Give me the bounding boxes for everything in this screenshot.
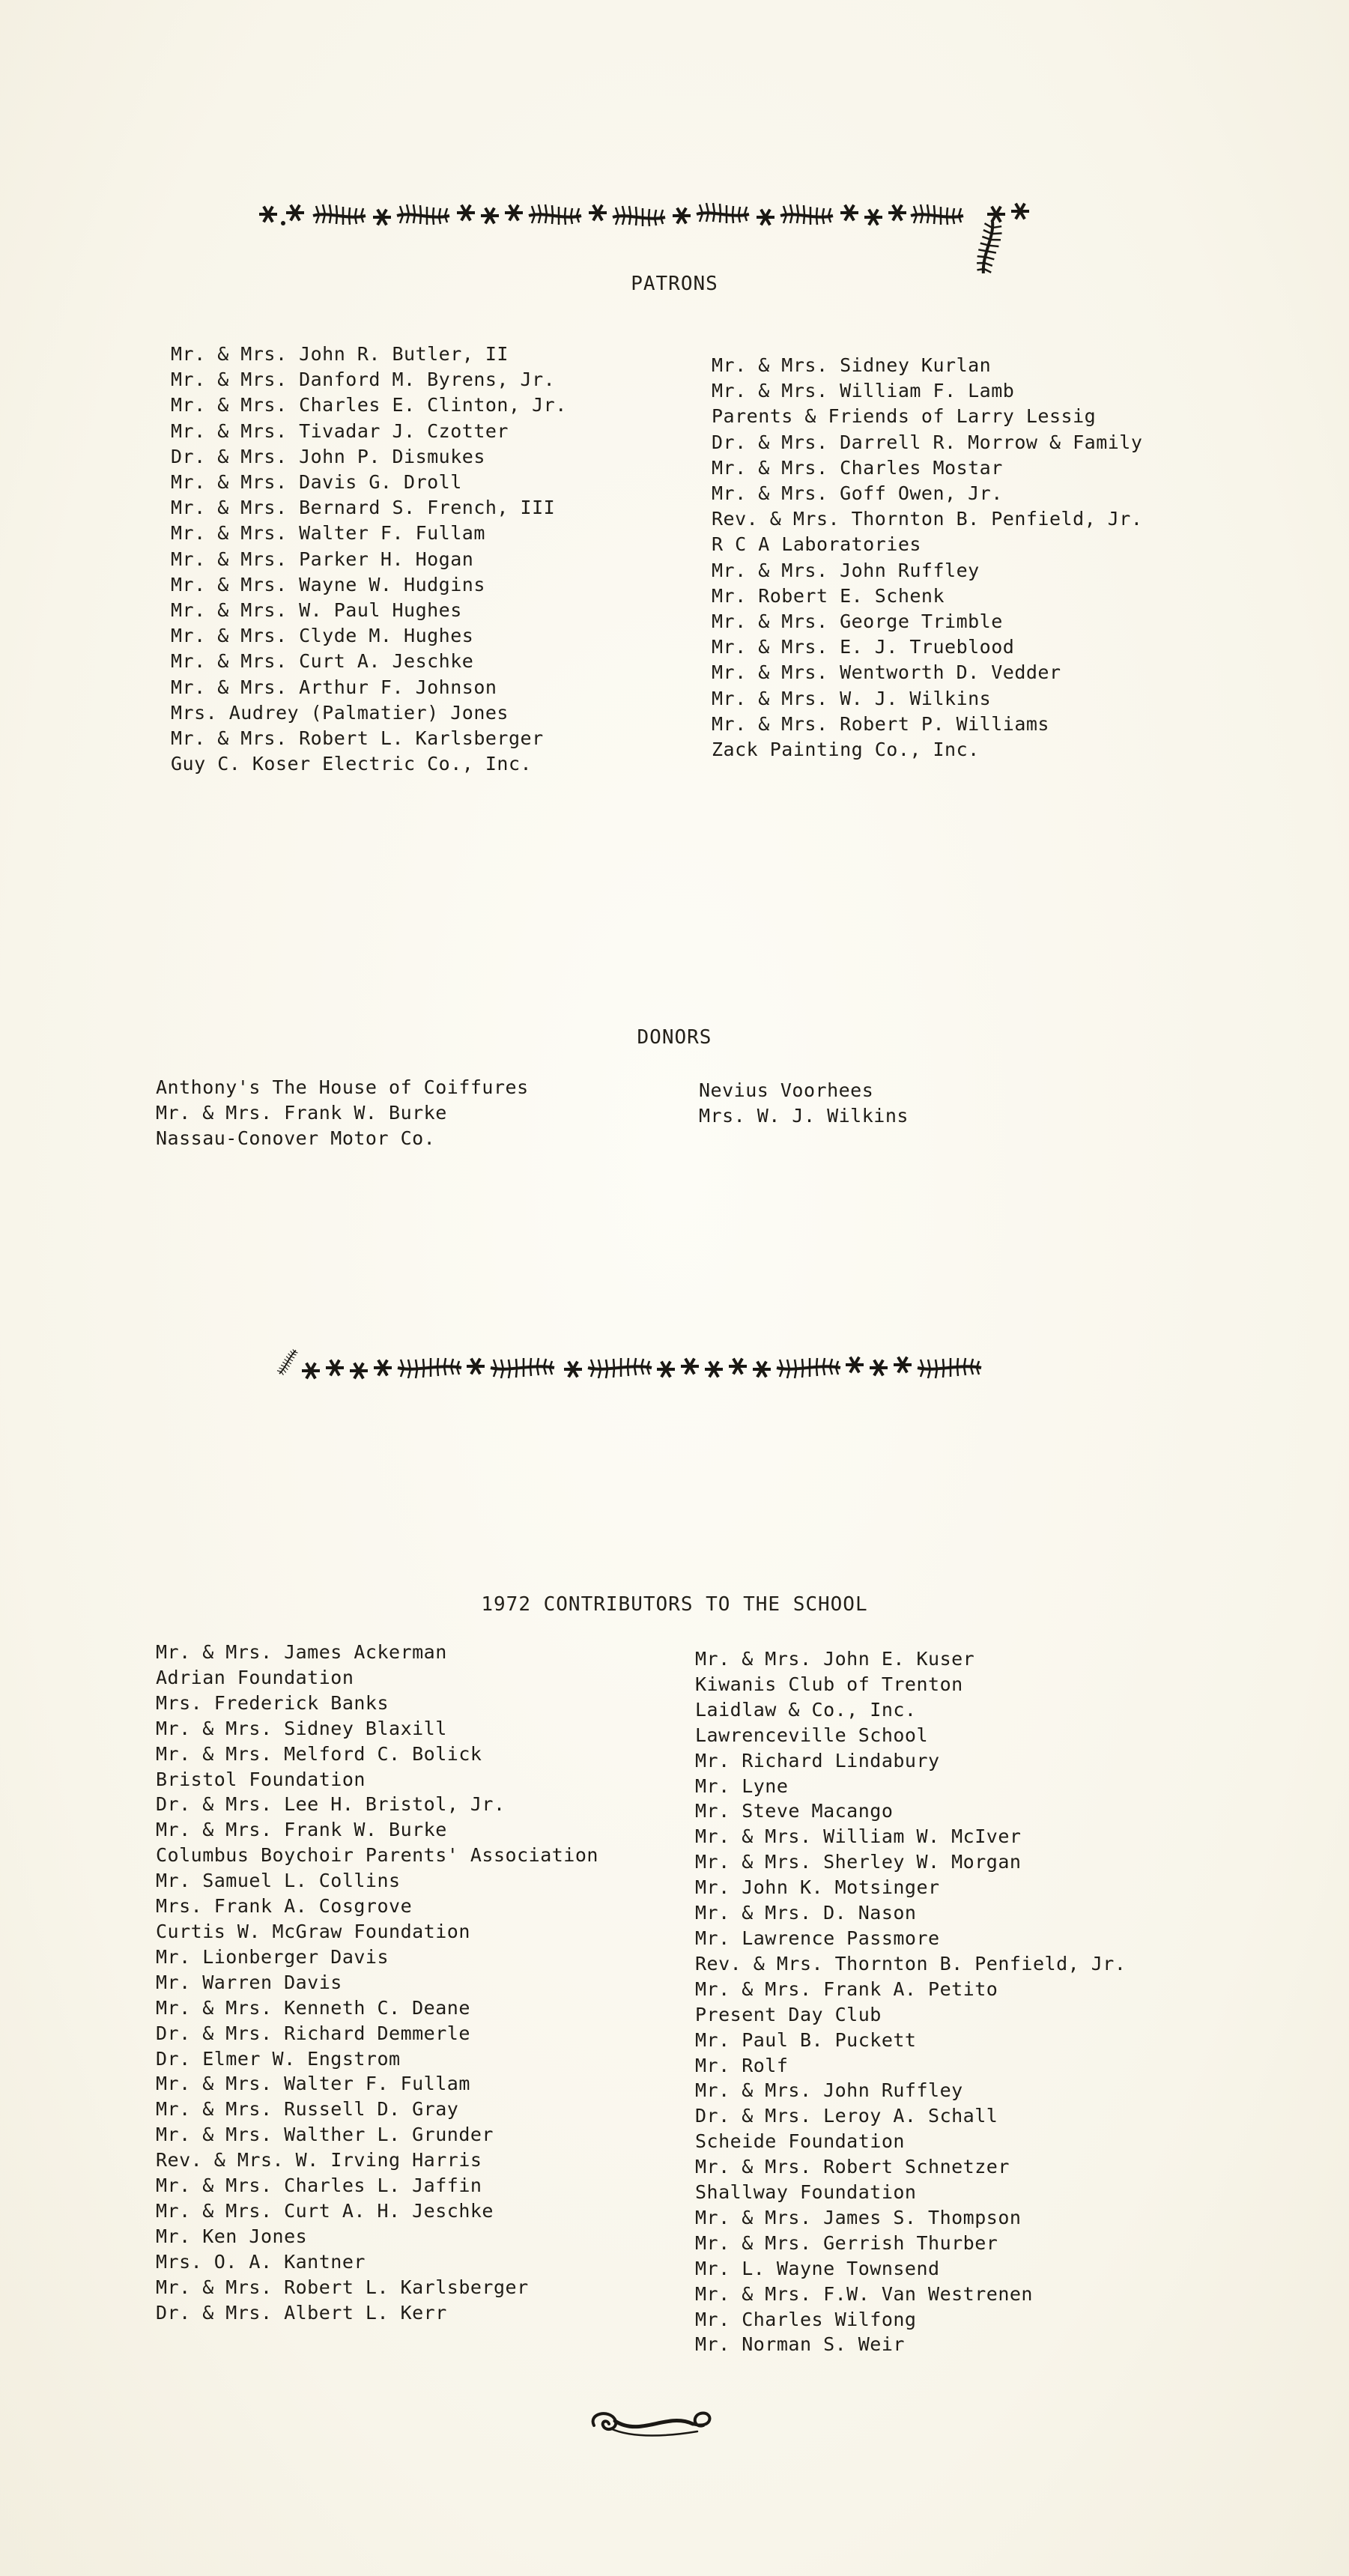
list-item: Mr. & Mrs. E. J. Trueblood bbox=[712, 636, 1015, 658]
patrons-heading: PATRONS bbox=[631, 273, 718, 295]
list-item: Present Day Club bbox=[695, 2003, 882, 2025]
list-item: Nevius Voorhees bbox=[699, 1079, 874, 1101]
list-item: Mr. & Mrs. Curt A. H. Jeschke bbox=[156, 2199, 494, 2222]
list-item: Mr. & Mrs. James Ackerman bbox=[156, 1641, 447, 1663]
list-item: Mr. & Mrs. William F. Lamb bbox=[712, 380, 1015, 402]
list-item: Mr. Lyne bbox=[695, 1775, 789, 1797]
list-item: Mr. & Mrs. Sidney Kurlan bbox=[712, 354, 992, 376]
donors-list-left bbox=[156, 1075, 529, 1151]
list-item: Mrs. Frederick Banks bbox=[156, 1691, 389, 1714]
list-item: Mr. & Mrs. Clyde M. Hughes bbox=[171, 625, 474, 647]
list-item: Mr. & Mrs. Robert Schnetzer bbox=[695, 2156, 1010, 2178]
scroll-flourish-icon bbox=[580, 2403, 723, 2448]
list-item: Mr. & Mrs. John Ruffley bbox=[712, 559, 980, 581]
list-item: Mr. & Mrs. Walter F. Fullam bbox=[156, 2073, 470, 2095]
list-item: Mr. Lawrence Passmore bbox=[695, 1927, 940, 1949]
list-item: Shallway Foundation bbox=[695, 2181, 917, 2204]
list-item: Mr. & Mrs. Bernard S. French, III bbox=[171, 497, 556, 519]
list-item: Mr. & Mrs. Robert L. Karlsberger bbox=[171, 727, 544, 750]
list-item: Mr. & Mrs. John E. Kuser bbox=[695, 1648, 975, 1670]
list-item: Mr. & Mrs. D. Nason bbox=[695, 1902, 917, 1924]
list-item: Mr. & Mrs. Tivadar J. Czotter bbox=[171, 419, 509, 442]
list-item: Mr. & Mrs. Davis G. Droll bbox=[171, 471, 462, 494]
list-item: Mr. & Mrs. Charles L. Jaffin bbox=[156, 2175, 482, 2197]
list-item: Mr. & Mrs. F.W. Van Westrenen bbox=[695, 2282, 1033, 2305]
list-item: Mr. Lionberger Davis bbox=[156, 1945, 389, 1968]
list-item: Lawrenceville School bbox=[695, 1724, 929, 1746]
list-item: Dr. & Mrs. Albert L. Kerr bbox=[156, 2301, 447, 2324]
donors-heading: DONORS bbox=[637, 1026, 712, 1049]
list-item: Mr. & Mrs. John R. Butler, II bbox=[171, 343, 509, 365]
list-item: Mrs. W. J. Wilkins bbox=[699, 1105, 909, 1127]
list-item: Mr. & Mrs. Walter F. Fullam bbox=[171, 522, 485, 545]
list-item: Mr. & Mrs. William W. McIver bbox=[695, 1825, 1022, 1848]
list-item: Rev. & Mrs. Thornton B. Penfield, Jr. bbox=[712, 508, 1143, 530]
contributors-heading: 1972 CONTRIBUTORS TO THE SCHOOL bbox=[481, 1593, 868, 1616]
list-item: Mr. Rolf bbox=[695, 2054, 789, 2076]
list-item: Rev. & Mrs. Thornton B. Penfield, Jr. bbox=[695, 1952, 1127, 1975]
list-item: Mr. Charles Wilfong bbox=[695, 2308, 917, 2330]
list-item: Zack Painting Co., Inc. bbox=[712, 739, 980, 761]
list-item: Dr. & Mrs. Leroy A. Schall bbox=[695, 2105, 998, 2127]
list-item: Mr. & Mrs. George Trimble bbox=[712, 610, 1003, 633]
list-item: Scheide Foundation bbox=[695, 2130, 905, 2153]
list-item: Mr. & Mrs. Charles Mostar bbox=[712, 456, 1003, 479]
list-item: Rev. & Mrs. W. Irving Harris bbox=[156, 2149, 482, 2172]
list-item: Guy C. Koser Electric Co., Inc. bbox=[171, 753, 533, 775]
list-item: Mr. L. Wayne Townsend bbox=[695, 2257, 940, 2279]
list-item: Laidlaw & Co., Inc. bbox=[695, 1698, 917, 1721]
list-item: Mr. & Mrs. Parker H. Hogan bbox=[171, 548, 474, 570]
list-item: Mr. John K. Motsinger bbox=[695, 1876, 940, 1899]
list-item: Parents & Friends of Larry Lessig bbox=[712, 405, 1097, 428]
list-item: Anthony's The House of Coiffures bbox=[156, 1076, 529, 1098]
list-item: Mr. & Mrs. John Ruffley bbox=[695, 2079, 963, 2102]
list-item: Curtis W. McGraw Foundation bbox=[156, 1920, 470, 1942]
list-item: Mr. Samuel L. Collins bbox=[156, 1870, 401, 1892]
list-item: Adrian Foundation bbox=[156, 1666, 354, 1688]
contributors-list-left bbox=[156, 1640, 598, 2325]
list-item: Mr. & Mrs. Robert P. Williams bbox=[712, 712, 1049, 735]
list-item: Nassau-Conover Motor Co. bbox=[156, 1127, 436, 1149]
list-item: Mr. & Mrs. Russell D. Gray bbox=[156, 2098, 459, 2121]
patrons-list-right bbox=[712, 353, 1142, 763]
list-item: Mr. Ken Jones bbox=[156, 2225, 308, 2247]
list-item: Mr. & Mrs. Sherley W. Morgan bbox=[695, 1851, 1022, 1873]
list-item: Dr. & Mrs. Richard Demmerle bbox=[156, 2022, 470, 2044]
list-item: Mr. Steve Macango bbox=[695, 1800, 894, 1822]
list-item: Mr. Warren Davis bbox=[156, 1971, 342, 1993]
list-item: Mr. & Mrs. Sidney Blaxill bbox=[156, 1717, 447, 1739]
list-item: Dr. & Mrs. Darrell R. Morrow & Family bbox=[712, 431, 1143, 453]
list-item: Columbus Boychoir Parents' Association bbox=[156, 1844, 598, 1867]
list-item: Mr. & Mrs. W. Paul Hughes bbox=[171, 599, 462, 622]
list-item: Mr. & Mrs. W. J. Wilkins bbox=[712, 687, 992, 709]
list-item: Mr. & Mrs. Arthur F. Johnson bbox=[171, 676, 497, 698]
donors-list-right bbox=[699, 1078, 909, 1129]
list-item: Mr. & Mrs. Frank A. Petito bbox=[695, 1978, 998, 2000]
list-item: Dr. Elmer W. Engstrom bbox=[156, 2047, 401, 2070]
list-item: Kiwanis Club of Trenton bbox=[695, 1673, 963, 1695]
list-item: Mr. & Mrs. Kenneth C. Deane bbox=[156, 1996, 470, 2019]
list-item: Mr. & Mrs. Wentworth D. Vedder bbox=[712, 661, 1061, 684]
pine-garland-top-icon bbox=[255, 192, 1034, 274]
list-item: Mr. & Mrs. Frank W. Burke bbox=[156, 1102, 447, 1124]
list-item: Mr. Richard Lindabury bbox=[695, 1749, 940, 1772]
list-item: Mr. & Mrs. Melford C. Bolick bbox=[156, 1742, 482, 1765]
list-item: Mr. Norman S. Weir bbox=[695, 2333, 905, 2356]
list-item: Mr. & Mrs. Wayne W. Hudgins bbox=[171, 573, 485, 595]
list-item: Mr. Robert E. Schenk bbox=[712, 584, 945, 607]
list-item: Mr. & Mrs. Goff Owen, Jr. bbox=[712, 482, 1003, 505]
list-item: Bristol Foundation bbox=[156, 1768, 366, 1790]
list-item: Mr. & Mrs. Curt A. Jeschke bbox=[171, 650, 474, 673]
list-item: Mrs. O. A. Kantner bbox=[156, 2250, 366, 2273]
list-item: R C A Laboratories bbox=[712, 533, 921, 556]
list-item: Dr. & Mrs. John P. Dismukes bbox=[171, 445, 485, 467]
list-item: Mr. & Mrs. Frank W. Burke bbox=[156, 1819, 447, 1841]
patrons-list-left bbox=[171, 342, 567, 777]
list-item: Mr. & Mrs. Gerrish Thurber bbox=[695, 2231, 998, 2254]
pine-garland-middle-icon bbox=[273, 1338, 1060, 1398]
list-item: Mrs. Frank A. Cosgrove bbox=[156, 1895, 413, 1918]
list-item: Mr. & Mrs. Walther L. Grunder bbox=[156, 2124, 494, 2146]
list-item: Mr. Paul B. Puckett bbox=[695, 2028, 917, 2051]
list-item: Mr. & Mrs. James S. Thompson bbox=[695, 2206, 1022, 2228]
list-item: Mr. & Mrs. Danford M. Byrens, Jr. bbox=[171, 369, 556, 391]
list-item: Mr. & Mrs. Robert L. Karlsberger bbox=[156, 2276, 529, 2298]
list-item: Mr. & Mrs. Charles E. Clinton, Jr. bbox=[171, 394, 567, 416]
contributors-list-right bbox=[695, 1646, 1126, 2357]
list-item: Dr. & Mrs. Lee H. Bristol, Jr. bbox=[156, 1793, 506, 1816]
list-item: Mrs. Audrey (Palmatier) Jones bbox=[171, 701, 509, 724]
